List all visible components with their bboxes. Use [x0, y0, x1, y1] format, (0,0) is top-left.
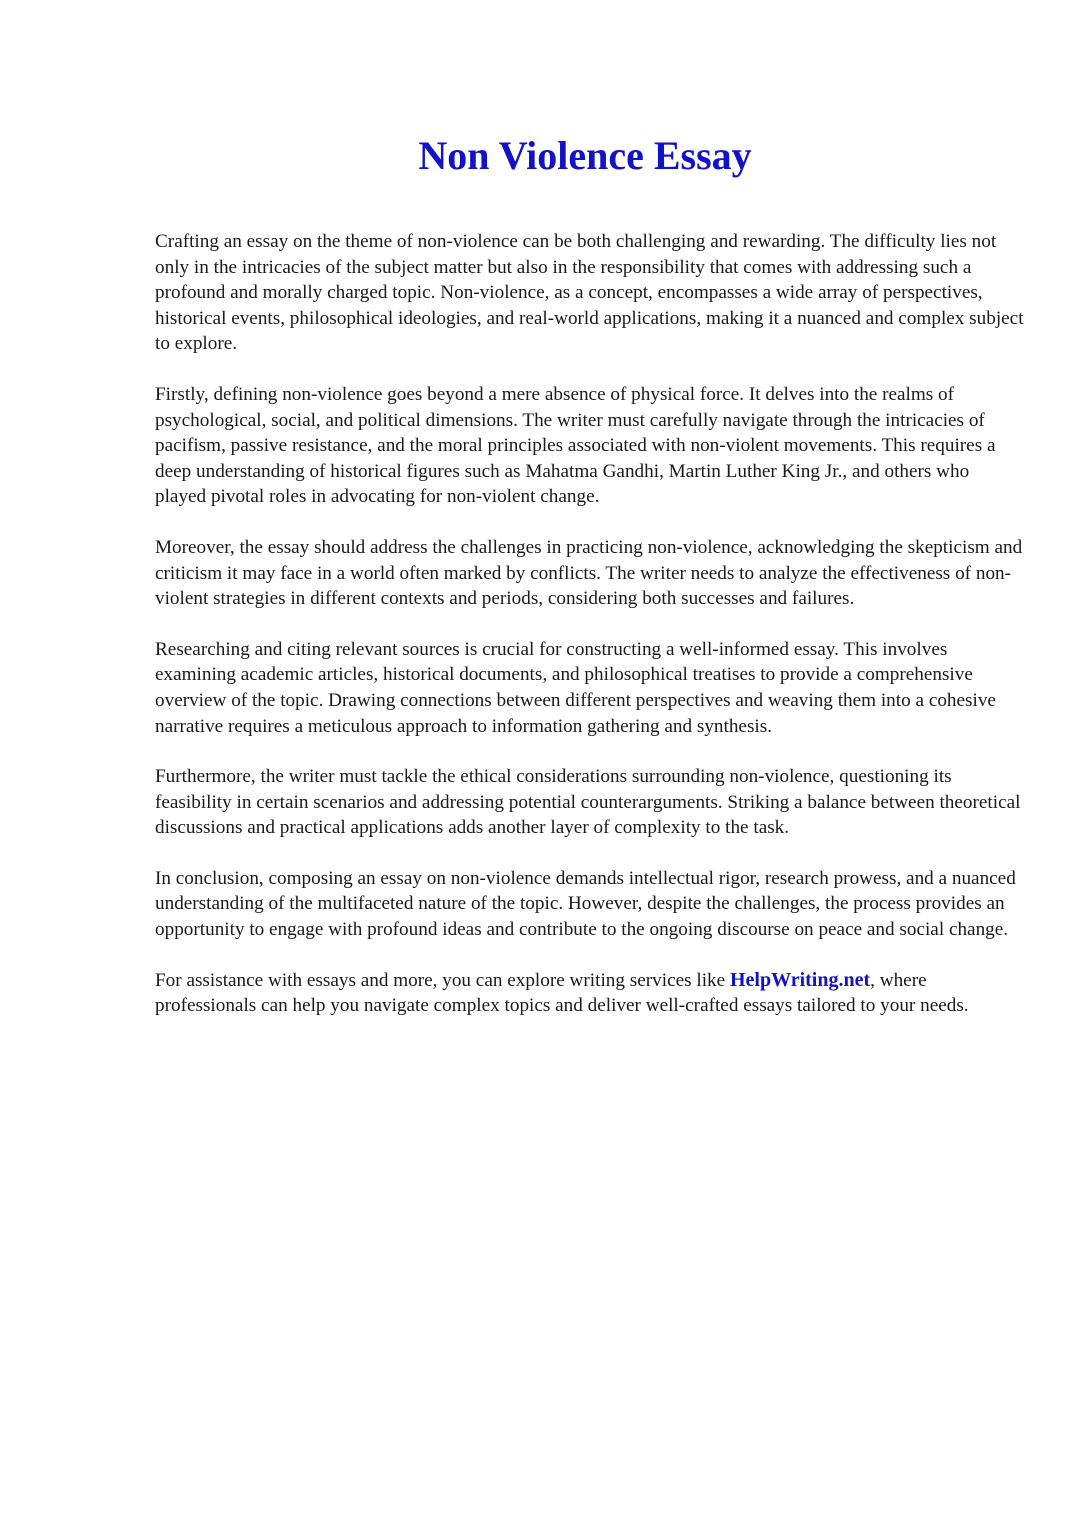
paragraph-conclusion: In conclusion, composing an essay on non-violence demands intellectual rigor, research prowess, and a nuanced understanding of the multifaceted nature of the topic. However, despite the challenges, the process provides an opportunity to engage with profound ideas and contribute to the ongoing discourse on peace and social change. — [155, 867, 1016, 941]
paragraph-intro: Crafting an essay on the theme of non-violence can be both challenging and rewarding. The difficulty lies not only in the intricacies of the subject matter but also in the responsibility that comes with addressing such a profound and morally charged topic. Non-violence, as a concept, encompasses a wide array of perspectives, historical events, philosophical ideologies, and real-world applications, making it a nuanced and complex subject to explore. — [155, 231, 1024, 355]
closing-text-after: , where professionals can help you navigate complex topics and deliver well-crafted essays tailored to your needs. — [155, 969, 969, 1017]
helpwriting-link[interactable]: HelpWriting.net — [729, 968, 871, 991]
paragraph-challenges: Moreover, the essay should address the challenges in practicing non-violence, acknowledging the skepticism and criticism it may face in a world often marked by conflicts. The writer needs to analyze the effectiveness of non-violent strategies in different contexts and periods, considering both successes and failures. — [155, 536, 1023, 610]
document-title: Non Violence Essay — [418, 133, 752, 178]
paragraph-research: Researching and citing relevant sources is crucial for constructing a well-informed essay. This involves examining academic articles, historical documents, and philosophical treatises to provide a comprehensive overview of the topic. Drawing connections between different perspectives and weaving them into a cohesive narrative requires a meticulous approach to information gathering and synthesis. — [155, 638, 996, 737]
paragraph-ethics: Furthermore, the writer must tackle the ethical considerations surrounding non-violence, questioning its feasibility in certain scenarios and addressing potential counterarguments. Striking a balance between theoretical discussions and practical applications adds another layer of complexity to the task. — [155, 766, 1021, 839]
paragraph-defining: Firstly, defining non-violence goes beyond a mere absence of physical force. It delves into the realms of psychological, social, and political dimensions. The writer must carefully navigate through the intricacies of pacifism, passive resistance, and the moral principles associated with non-violent movements. This requires a deep understanding of historical figures such as Mahatma Gandhi, Martin Luther King Jr., and others who played pivotal roles in advocating for non-violent change. — [155, 383, 996, 508]
closing-text-before: For assistance with essays and more, you can explore writing services like — [155, 969, 730, 991]
document-body — [155, 229, 1025, 1044]
paragraph-closing — [155, 968, 1025, 1019]
